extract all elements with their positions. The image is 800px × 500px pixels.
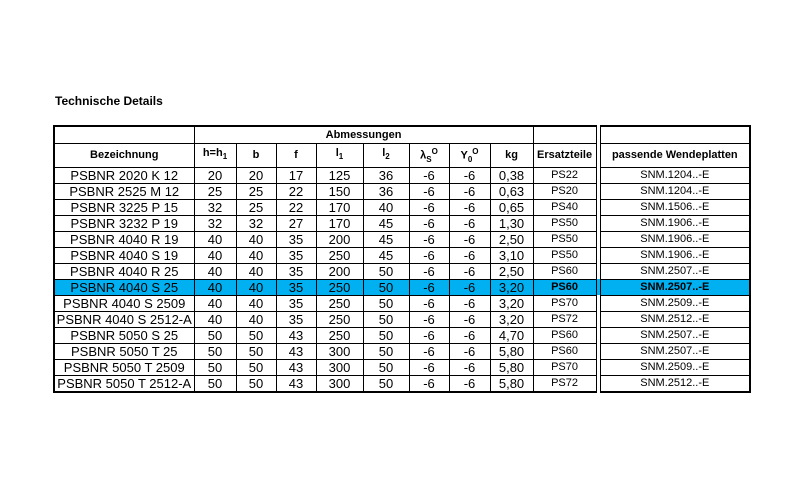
cell-name: PSBNR 3225 P 15 xyxy=(54,199,194,215)
cell-inserts: SNM.2512..-E xyxy=(600,311,750,327)
cell-name: PSBNR 3232 P 19 xyxy=(54,215,194,231)
cell-h: 50 xyxy=(194,343,236,359)
table-row xyxy=(54,327,750,343)
header-blank xyxy=(533,126,596,144)
col-header-spare-parts: Ersatzteile xyxy=(533,144,596,168)
cell-kg: 3,20 xyxy=(490,311,533,327)
cell-gamma-0: -6 xyxy=(449,311,490,327)
cell-inserts: SNM.1506..-E xyxy=(600,199,750,215)
cell-spare-part: PS70 xyxy=(533,295,596,311)
cell-l1: 125 xyxy=(316,167,363,183)
cell-gamma-0: -6 xyxy=(449,295,490,311)
cell-h: 32 xyxy=(194,199,236,215)
cell-h: 40 xyxy=(194,295,236,311)
header-blank xyxy=(54,126,194,144)
cell-kg: 3,10 xyxy=(490,247,533,263)
cell-f: 35 xyxy=(276,295,316,311)
cell-kg: 2,50 xyxy=(490,263,533,279)
cell-l2: 50 xyxy=(363,263,409,279)
table-row xyxy=(54,167,750,183)
cell-l2: 50 xyxy=(363,327,409,343)
cell-inserts: SNM.2507..-E xyxy=(600,327,750,343)
cell-f: 43 xyxy=(276,327,316,343)
cell-spare-part: PS60 xyxy=(533,327,596,343)
cell-l2: 50 xyxy=(363,279,409,295)
cell-spare-part: PS72 xyxy=(533,311,596,327)
table-row xyxy=(54,311,750,327)
cell-l1: 170 xyxy=(316,215,363,231)
cell-lambda-s: -6 xyxy=(409,279,449,295)
cell-name: PSBNR 4040 R 19 xyxy=(54,231,194,247)
cell-spare-part: PS60 xyxy=(533,263,596,279)
cell-f: 22 xyxy=(276,199,316,215)
cell-b: 40 xyxy=(236,231,276,247)
cell-gamma-0: -6 xyxy=(449,247,490,263)
cell-inserts: SNM.1204..-E xyxy=(600,183,750,199)
table-row xyxy=(54,343,750,359)
cell-l1: 250 xyxy=(316,279,363,295)
cell-h: 25 xyxy=(194,183,236,199)
table-row xyxy=(54,247,750,263)
cell-spare-part: PS40 xyxy=(533,199,596,215)
cell-kg: 0,63 xyxy=(490,183,533,199)
cell-spare-part: PS72 xyxy=(533,375,596,392)
cell-l2: 40 xyxy=(363,199,409,215)
cell-h: 40 xyxy=(194,263,236,279)
cell-lambda-s: -6 xyxy=(409,263,449,279)
table-row xyxy=(54,295,750,311)
cell-b: 50 xyxy=(236,375,276,392)
cell-kg: 0,65 xyxy=(490,199,533,215)
cell-spare-part: PS60 xyxy=(533,343,596,359)
cell-h: 50 xyxy=(194,375,236,392)
cell-gamma-0: -6 xyxy=(449,359,490,375)
cell-l1: 300 xyxy=(316,343,363,359)
table-row xyxy=(54,375,750,392)
cell-lambda-s: -6 xyxy=(409,295,449,311)
col-header-name: Bezeichnung xyxy=(54,144,194,168)
cell-lambda-s: -6 xyxy=(409,375,449,392)
cell-l1: 250 xyxy=(316,295,363,311)
cell-gamma-0: -6 xyxy=(449,183,490,199)
col-header-inserts: passende Wendeplatten xyxy=(600,144,750,168)
cell-b: 40 xyxy=(236,295,276,311)
cell-b: 40 xyxy=(236,311,276,327)
cell-f: 43 xyxy=(276,375,316,392)
cell-f: 27 xyxy=(276,215,316,231)
cell-lambda-s: -6 xyxy=(409,231,449,247)
cell-inserts: SNM.1906..-E xyxy=(600,231,750,247)
cell-name: PSBNR 4040 S 25 xyxy=(54,279,194,295)
cell-b: 40 xyxy=(236,247,276,263)
table-row xyxy=(54,183,750,199)
cell-l1: 170 xyxy=(316,199,363,215)
cell-inserts: SNM.2512..-E xyxy=(600,375,750,392)
cell-name: PSBNR 5050 T 2512-A xyxy=(54,375,194,392)
table-row xyxy=(54,359,750,375)
cell-kg: 3,20 xyxy=(490,295,533,311)
cell-spare-part: PS60 xyxy=(533,279,596,295)
cell-name: PSBNR 2020 K 12 xyxy=(54,167,194,183)
cell-f: 35 xyxy=(276,247,316,263)
cell-lambda-s: -6 xyxy=(409,247,449,263)
cell-spare-part: PS50 xyxy=(533,231,596,247)
cell-f: 35 xyxy=(276,279,316,295)
col-header-kg: kg xyxy=(490,144,533,168)
column-header-row xyxy=(54,144,750,168)
cell-kg: 5,80 xyxy=(490,375,533,392)
cell-name: PSBNR 4040 S 2512-A xyxy=(54,311,194,327)
cell-l1: 250 xyxy=(316,311,363,327)
cell-gamma-0: -6 xyxy=(449,199,490,215)
cell-b: 20 xyxy=(236,167,276,183)
cell-b: 32 xyxy=(236,215,276,231)
table-row xyxy=(54,263,750,279)
section-title: Technische Details xyxy=(55,94,163,108)
cell-b: 40 xyxy=(236,279,276,295)
cell-inserts: SNM.2507..-E xyxy=(600,279,750,295)
cell-lambda-s: -6 xyxy=(409,359,449,375)
cell-h: 40 xyxy=(194,279,236,295)
cell-gamma-0: -6 xyxy=(449,327,490,343)
cell-lambda-s: -6 xyxy=(409,311,449,327)
cell-inserts: SNM.2507..-E xyxy=(600,263,750,279)
group-header-row xyxy=(54,126,750,144)
cell-kg: 4,70 xyxy=(490,327,533,343)
col-header-lambda: $\lambda_S^O$ xyxy=(409,144,449,168)
cell-h: 40 xyxy=(194,311,236,327)
cell-kg: 0,38 xyxy=(490,167,533,183)
cell-b: 25 xyxy=(236,183,276,199)
cell-spare-part: PS50 xyxy=(533,247,596,263)
cell-name: PSBNR 2525 M 12 xyxy=(54,183,194,199)
cell-name: PSBNR 5050 T 2509 xyxy=(54,359,194,375)
cell-f: 35 xyxy=(276,231,316,247)
cell-kg: 2,50 xyxy=(490,231,533,247)
cell-f: 43 xyxy=(276,343,316,359)
col-header-f: f xyxy=(276,144,316,168)
cell-h: 40 xyxy=(194,247,236,263)
cell-gamma-0: -6 xyxy=(449,263,490,279)
col-header-b: b xyxy=(236,144,276,168)
cell-l2: 50 xyxy=(363,343,409,359)
table-row xyxy=(54,231,750,247)
cell-gamma-0: -6 xyxy=(449,279,490,295)
cell-lambda-s: -6 xyxy=(409,327,449,343)
cell-name: PSBNR 5050 S 25 xyxy=(54,327,194,343)
cell-name: PSBNR 5050 T 25 xyxy=(54,343,194,359)
cell-lambda-s: -6 xyxy=(409,167,449,183)
cell-h: 40 xyxy=(194,231,236,247)
cell-h: 50 xyxy=(194,327,236,343)
table-row xyxy=(54,199,750,215)
cell-f: 35 xyxy=(276,263,316,279)
cell-l1: 200 xyxy=(316,231,363,247)
cell-name: PSBNR 4040 S 2509 xyxy=(54,295,194,311)
cell-l2: 45 xyxy=(363,215,409,231)
cell-l2: 50 xyxy=(363,359,409,375)
cell-spare-part: PS70 xyxy=(533,359,596,375)
cell-kg: 5,80 xyxy=(490,343,533,359)
col-header-l1: $l_1$ xyxy=(316,144,363,168)
cell-l2: 36 xyxy=(363,167,409,183)
cell-h: 50 xyxy=(194,359,236,375)
cell-l2: 50 xyxy=(363,375,409,392)
cell-kg: 1,30 xyxy=(490,215,533,231)
table-row xyxy=(54,215,750,231)
cell-kg: 3,20 xyxy=(490,279,533,295)
cell-gamma-0: -6 xyxy=(449,215,490,231)
cell-b: 50 xyxy=(236,327,276,343)
cell-spare-part: PS20 xyxy=(533,183,596,199)
cell-f: 17 xyxy=(276,167,316,183)
cell-b: 50 xyxy=(236,343,276,359)
cell-inserts: SNM.1204..-E xyxy=(600,167,750,183)
cell-lambda-s: -6 xyxy=(409,183,449,199)
dimensions-group-header: Abmessungen xyxy=(194,126,533,144)
cell-b: 25 xyxy=(236,199,276,215)
cell-lambda-s: -6 xyxy=(409,199,449,215)
cell-l1: 250 xyxy=(316,327,363,343)
table-row xyxy=(54,279,750,295)
cell-f: 43 xyxy=(276,359,316,375)
col-header-h: $h=h_1$ xyxy=(194,144,236,168)
cell-l1: 150 xyxy=(316,183,363,199)
cell-name: PSBNR 4040 S 19 xyxy=(54,247,194,263)
cell-kg: 5,80 xyxy=(490,359,533,375)
cell-gamma-0: -6 xyxy=(449,343,490,359)
cell-l1: 300 xyxy=(316,375,363,392)
cell-gamma-0: -6 xyxy=(449,231,490,247)
cell-inserts: SNM.2509..-E xyxy=(600,295,750,311)
col-header-l2: $l_2$ xyxy=(363,144,409,168)
col-header-gamma: $Y_0^O$ xyxy=(449,144,490,168)
cell-l2: 36 xyxy=(363,183,409,199)
cell-b: 40 xyxy=(236,263,276,279)
cell-l2: 50 xyxy=(363,295,409,311)
cell-gamma-0: -6 xyxy=(449,375,490,392)
cell-gamma-0: -6 xyxy=(449,167,490,183)
header-blank xyxy=(600,126,750,144)
cell-f: 35 xyxy=(276,311,316,327)
cell-h: 20 xyxy=(194,167,236,183)
cell-l2: 45 xyxy=(363,231,409,247)
cell-lambda-s: -6 xyxy=(409,343,449,359)
cell-inserts: SNM.1906..-E xyxy=(600,247,750,263)
cell-lambda-s: -6 xyxy=(409,215,449,231)
cell-l1: 300 xyxy=(316,359,363,375)
cell-spare-part: PS50 xyxy=(533,215,596,231)
cell-name: PSBNR 4040 R 25 xyxy=(54,263,194,279)
cell-l2: 45 xyxy=(363,247,409,263)
cell-inserts: SNM.1906..-E xyxy=(600,215,750,231)
cell-f: 22 xyxy=(276,183,316,199)
technical-details-table xyxy=(53,125,751,393)
cell-l1: 200 xyxy=(316,263,363,279)
cell-inserts: SNM.2507..-E xyxy=(600,343,750,359)
cell-inserts: SNM.2509..-E xyxy=(600,359,750,375)
cell-l2: 50 xyxy=(363,311,409,327)
cell-b: 50 xyxy=(236,359,276,375)
cell-spare-part: PS22 xyxy=(533,167,596,183)
cell-l1: 250 xyxy=(316,247,363,263)
cell-h: 32 xyxy=(194,215,236,231)
